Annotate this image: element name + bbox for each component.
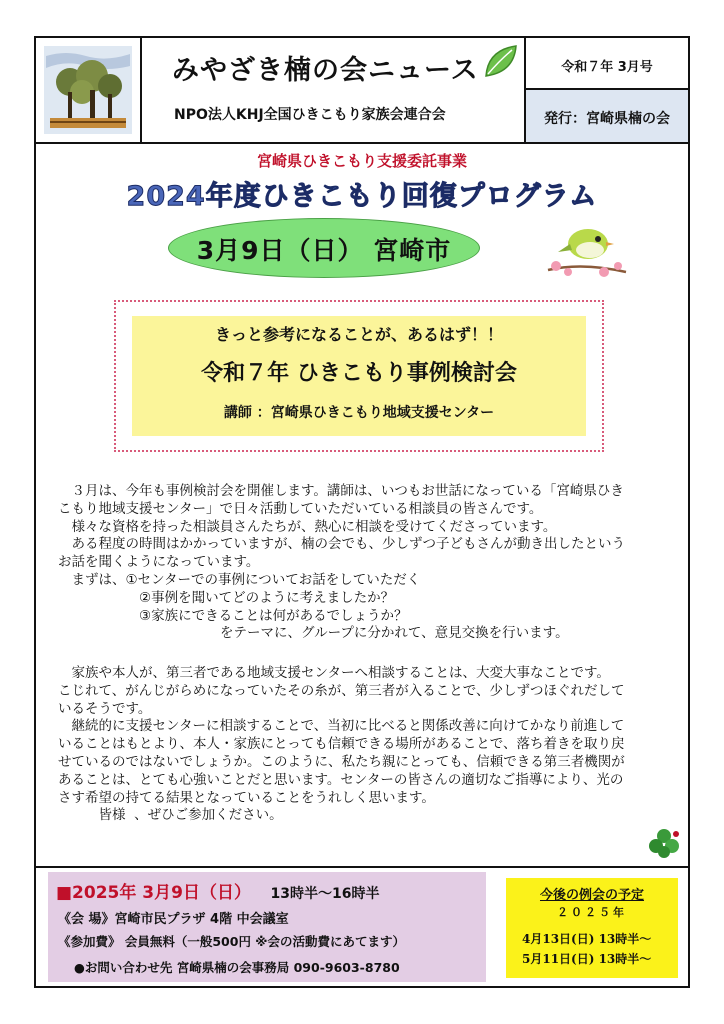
event-venue: 《会 場》宮崎市民プラザ 4階 中会議室 xyxy=(58,912,289,927)
date-oval xyxy=(168,218,480,278)
title-box xyxy=(140,36,526,144)
feature-box xyxy=(132,316,586,436)
event-time: 13時半～16時半 xyxy=(270,886,380,902)
body-line: まずは、①センターでの事例についてお話をしていただく xyxy=(58,571,421,588)
feature-heading: 令和７年 ひきこもり事例検討会 xyxy=(201,361,517,386)
schedule-box xyxy=(506,878,678,978)
body-paragraph-1 xyxy=(58,483,678,643)
schedule-year: ２０２５年 xyxy=(557,906,627,919)
event-info-box xyxy=(48,872,486,982)
body-line: ③家族にできることは何があるでしょうか？ xyxy=(58,607,408,624)
issue-box xyxy=(524,36,690,90)
program-title: 2024年度ひきこもり回復プログラム xyxy=(126,181,598,212)
body-line: 様々な資格を持った相談員さんたちが、熱心に相談を受けてくださっています。 xyxy=(58,518,557,535)
body-line: さす希望の持てる結果となっていることをうれしく思います。 xyxy=(58,789,435,806)
newsletter-title: みやざき楠の会ニュース xyxy=(172,55,479,86)
body-line: こじれて、がんじがらめになっていたその糸が、第三者が入ることで、少しずつほぐれだして xyxy=(58,682,625,699)
issue-label: 令和７年 3月号 xyxy=(561,60,653,75)
body-line: いるそうです。 xyxy=(58,700,152,717)
feature-tagline: きっと参考になることが、あるはず！！ xyxy=(214,325,503,344)
body-line: いることはもとより、本人・家族にとっても信頼できる場所があることで、落ち着きを取り戻 xyxy=(58,736,625,753)
event-fee: 《参加費》 会員無料（一般500円 ※会の活動費にあてます） xyxy=(58,934,405,949)
date-city: 3月9日（日） 宮崎市 xyxy=(196,236,452,265)
bird-icon xyxy=(542,222,630,282)
schedule-item: 4月13日(日) 13時半～ xyxy=(522,932,652,946)
schedule-item: 5月11日(日) 13時半～ xyxy=(522,952,652,966)
program-subtitle: 宮崎県ひきこもり支援委託事業 xyxy=(256,152,467,170)
body-line: をテーマに、グループに分かれて、意見交換を行います。 xyxy=(58,625,569,642)
body-line: 家族や本人が、第三者である地域支援センターへ相談することは、大変大事なことです。 xyxy=(58,665,610,681)
body-line: せているのではないでしょうか。このように、私たち親にとっても、信頼できる第三者機関が xyxy=(58,753,625,770)
publisher-label: 発行：宮崎県楠の会 xyxy=(544,111,670,127)
organization-name: NPO法人KHJ全国ひきこもり家族会連合会 xyxy=(174,107,446,123)
body-line: お話を聞くようになっています。 xyxy=(58,554,260,571)
schedule-title: 今後の例会の予定 xyxy=(539,888,644,903)
event-datetime xyxy=(56,878,380,903)
event-date: ■2025年 3月9日（日） xyxy=(56,883,251,903)
section-divider xyxy=(34,866,690,868)
body-line: 皆様 、ぜひご参加ください。 xyxy=(58,807,283,824)
leaf-icon xyxy=(482,42,520,80)
clover-icon xyxy=(646,826,682,862)
event-contact: ●お問い合わせ先 宮崎県楠の会事務局 090-9603-8780 xyxy=(74,960,400,975)
body-paragraph-2 xyxy=(58,665,678,825)
publisher-box xyxy=(524,88,690,144)
body-line: ②事例を聞いてどのように考えましたか？ xyxy=(58,589,395,606)
body-line: ある程度の時間はかかっていますが、楠の会でも、少しずつ子どもさんが動き出したという xyxy=(58,536,625,553)
body-line: 継続的に支援センターに相談することで、当初に比べると関係改善に向けてかなり前進して xyxy=(58,718,625,735)
tree-logo-icon xyxy=(36,38,140,142)
body-line: こもり地域支援センター」で日々活動していただいている相談員の皆さんです。 xyxy=(58,500,543,517)
logo-box xyxy=(34,36,142,144)
body-line: ３月は、今年も事例検討会を開催します。講師は、いつもお世話になっている「宮崎県ひき xyxy=(58,483,624,499)
feature-lecturer: 講師 ：宮崎県ひきこもり地域支援センター xyxy=(223,405,495,421)
body-line: あることは、とても心強いことだと思います。センターの皆さんの適切なご指導により、光の xyxy=(58,771,624,788)
